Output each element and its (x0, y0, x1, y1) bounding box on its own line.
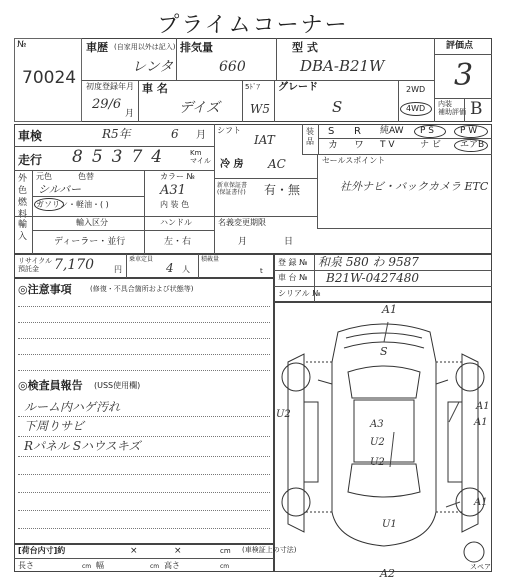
cargo-x-1: × (130, 546, 138, 556)
model-label: 型 式 (292, 41, 318, 54)
width-label: 幅 (96, 561, 104, 570)
color-no-label: カラー № (160, 172, 195, 181)
chassis-no-value: B21W-0427480 (326, 271, 420, 285)
capacity-label: 乗車定員 (129, 256, 154, 263)
inspector-line-3: Rパネル Sハウスキズ (24, 439, 141, 453)
name-change-day: 日 (284, 237, 294, 247)
reg-no-label: 登 録 № (278, 258, 308, 267)
color-no-value: A31 (160, 183, 186, 198)
name-change-label: 名義変更期限 (218, 218, 266, 227)
name-change-month: 月 (238, 237, 248, 247)
inspector-note: (USS使用欄) (94, 381, 141, 390)
mileage-unit: Km マイル (190, 149, 211, 166)
first-reg-month: 月 (125, 109, 135, 119)
height-unit: cm (220, 563, 230, 570)
option-s: S (328, 126, 335, 137)
displacement-label: 排気量 (180, 41, 213, 54)
doors-value: W5 (250, 102, 270, 116)
lot-no-label: № (17, 40, 27, 50)
inspection-month-suffix: 月 (196, 130, 206, 141)
lot-number: 70024 (22, 68, 77, 88)
reg-no-value: 和泉 580 わ 9587 (318, 255, 419, 269)
cargo-x-2: × (174, 546, 182, 556)
recycle-unit: 円 (114, 265, 122, 274)
score-label: 評価点 (446, 41, 474, 51)
mileage-label: 走行 (18, 153, 43, 167)
sheet-title: プライムコーナー (157, 13, 349, 38)
shift-value: IAT (254, 133, 275, 147)
capacity-value: 4 (166, 261, 174, 275)
inspection-label: 車検 (18, 129, 43, 143)
color-value: シルバー (38, 183, 81, 196)
length-unit: cm (82, 563, 92, 570)
ac-value: AC (268, 157, 286, 171)
cargo-unit: cm (220, 547, 231, 555)
sales-point-label: セールスポイント (322, 156, 386, 165)
first-reg-value: 29/6 (92, 97, 122, 112)
cargo-label: [荷台内寸]約 (18, 546, 66, 555)
length-label: 長さ (18, 561, 34, 570)
car-name-label: 車 名 (142, 82, 168, 95)
fuel-value: ガソリン・軽油・( ) (36, 200, 109, 209)
option-airbag: エアB (460, 140, 485, 150)
capacity-unit: 人 (182, 265, 190, 274)
inspection-month: 6 (171, 127, 179, 141)
doors-label: 5ﾄﾞｱ (245, 83, 260, 91)
mark-a3-roof: A3 (370, 419, 384, 430)
original-color-label: 元色 (36, 172, 52, 181)
inspector-line-1: ルーム内ハゲ汚れ (24, 400, 121, 414)
score-value: 3 (454, 58, 474, 93)
warranty-value: 有・無 (264, 183, 301, 197)
shift-label: シフト (217, 126, 241, 135)
interior-score-value: B (470, 99, 483, 119)
grade-label: グレード (278, 82, 318, 93)
interior-score-label: 内装 補助評価 (438, 100, 466, 116)
import-label: 輸 入 (18, 220, 28, 242)
sales-point-value: 社外ナビ・バックカメラ ETC (340, 180, 489, 193)
first-reg-label: 初度登録年月 (86, 82, 134, 91)
mark-a1-right: A1 (474, 417, 488, 428)
height-label: 高さ (164, 561, 180, 570)
load-unit: t (260, 267, 263, 275)
auction-sheet (14, 6, 492, 582)
drive-2wd: 2WD (406, 85, 426, 94)
recycle-label: リサイクル 預託金 (18, 257, 53, 274)
chassis-no-label: 車 台 № (278, 273, 308, 282)
load-label: 積載量 (201, 256, 220, 263)
mark-a2-bottom: A2 (380, 567, 395, 580)
mileage-value: 85374 (72, 147, 172, 167)
model-value: DBA-B21W (300, 57, 385, 75)
option-aw: 純AW (380, 126, 404, 136)
mark-u2-rear: U2 (370, 457, 385, 468)
exterior-color-label: 外 色 (18, 174, 28, 196)
import-type-label: 輸入区分 (76, 218, 108, 227)
mark-u1-rear: U1 (382, 519, 397, 530)
diagram-footer-label: (車検証上の寸法) (242, 546, 297, 554)
option-ka: カ (328, 140, 338, 151)
width-unit: cm (150, 563, 160, 570)
caution-note: (修復・不具合箇所および状態等) (90, 285, 194, 293)
inspector-title: ◎検査員報告 (18, 379, 83, 392)
option-ps: P S (420, 126, 435, 136)
history-value: レンタ (132, 59, 174, 75)
mark-u2-left: U2 (276, 409, 291, 420)
warranty-label: 新車保証書 (保証書付) (217, 182, 248, 197)
interior-color-label: 内 装 色 (160, 200, 190, 209)
history-label: 車歴 (86, 41, 108, 54)
option-pw: P W (460, 126, 478, 136)
mark-a1-top: A1 (382, 303, 397, 316)
handle-label: ハンドル (160, 218, 192, 227)
dealer-value: ディーラー・並行 (54, 237, 126, 247)
option-tv: T V (380, 140, 395, 150)
fuel-label: 燃 料 (18, 198, 28, 220)
ac-label: 冷 房 (220, 159, 244, 170)
recycle-value: 7,170 (54, 257, 95, 273)
mark-u2-roof: U2 (370, 437, 385, 448)
car-name-value: デイズ (179, 100, 220, 116)
inspector-line-2: 下周りサビ (24, 419, 85, 433)
mark-s-hood: S (380, 345, 388, 358)
displacement-value: 660 (219, 59, 246, 75)
caution-title: ◎注意事項 (18, 283, 72, 296)
drive-4wd: 4WD (406, 104, 426, 113)
inspection-year: R5年 (102, 127, 131, 141)
serial-no-label: シリアル № (278, 289, 321, 298)
option-wa: ワ (354, 140, 364, 151)
spare-label: スペア (470, 563, 491, 571)
grade-value: S (332, 98, 343, 116)
option-r: R (354, 126, 361, 137)
color-change-label: 色替 (78, 172, 94, 181)
history-note: (自家用以外は記入) (114, 43, 176, 51)
mark-a1-right-top: A1 (476, 401, 490, 412)
options-label: 装 品 (306, 127, 314, 146)
option-navi: ナ ビ (420, 140, 441, 150)
mark-a1-rear-right: A1 (474, 497, 488, 508)
handle-value: 左・右 (164, 237, 192, 247)
